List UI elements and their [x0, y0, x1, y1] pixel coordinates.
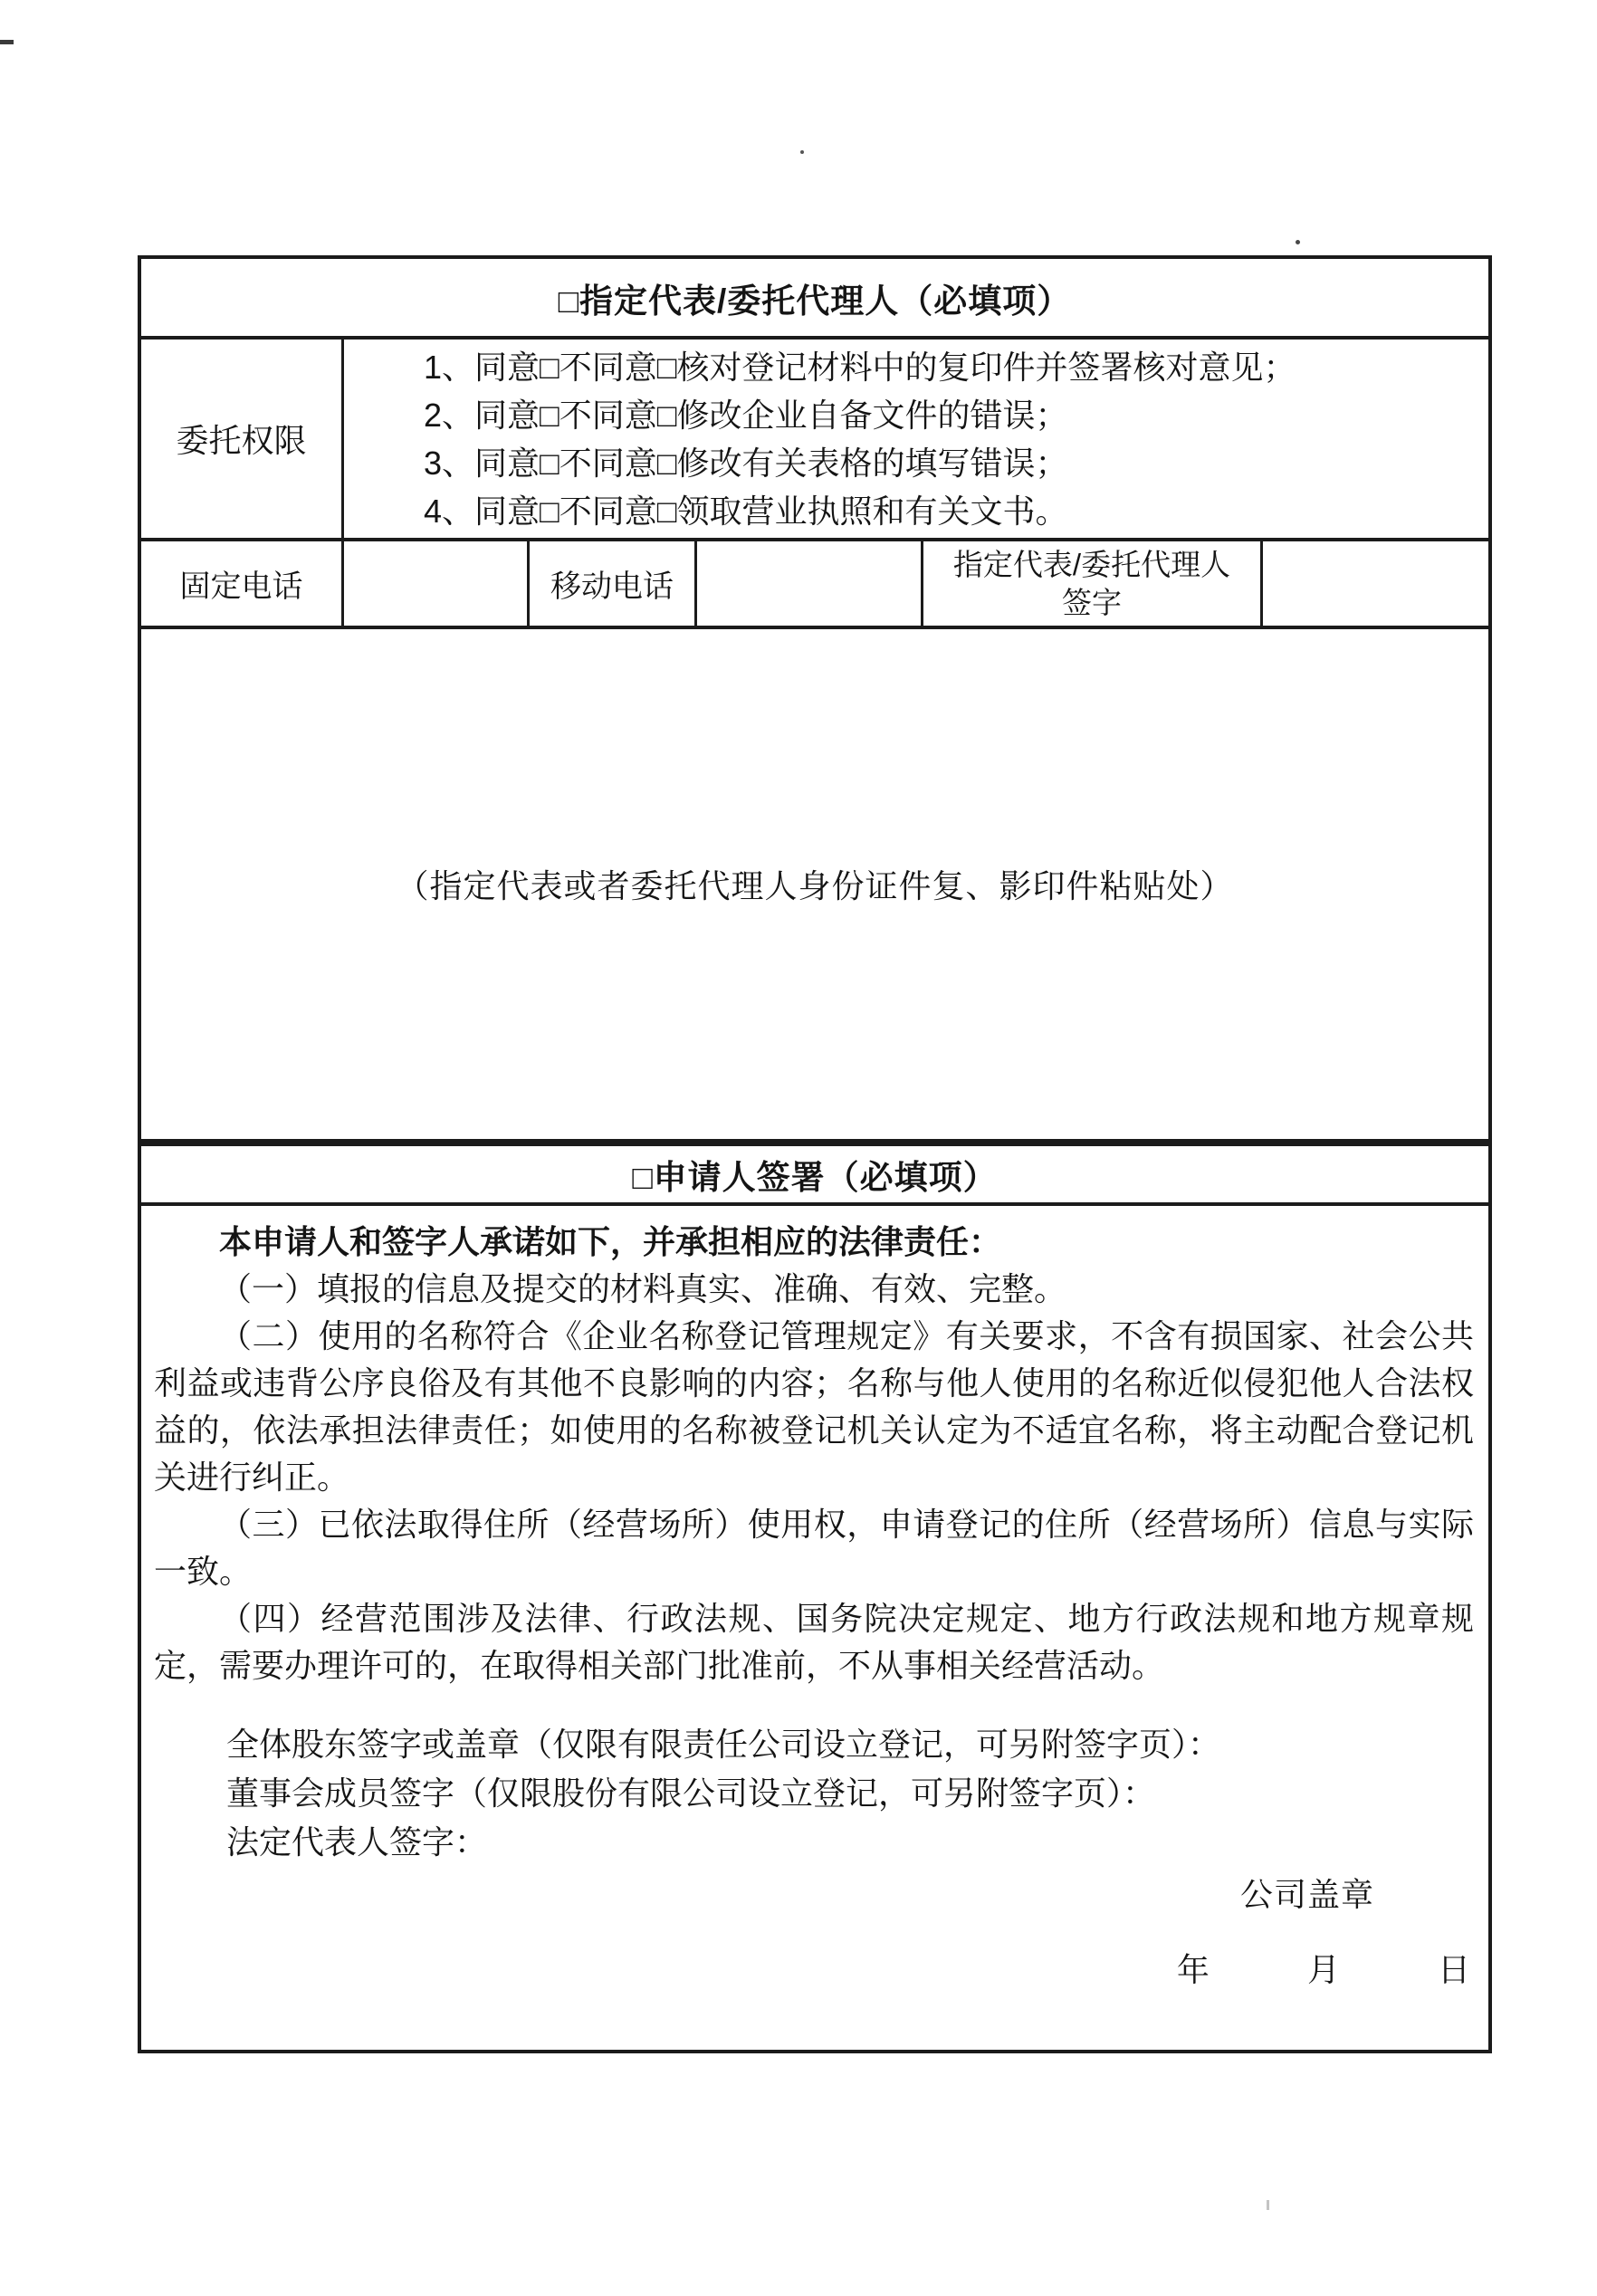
scan-artifact-dash: [0, 40, 14, 44]
entrust-authority-label: 委托权限: [141, 340, 344, 538]
representative-signature-field[interactable]: [1263, 541, 1488, 626]
section-title-applicant-checkbox[interactable]: □申请人签署（必填项）: [632, 1159, 998, 1196]
date-year-field[interactable]: 年: [1176, 1951, 1210, 1988]
company-seal-label[interactable]: 公司盖章: [1239, 1876, 1374, 1913]
authority-option-4[interactable]: 4、同意□不同意□领取营业执照和有关文书。: [424, 492, 1068, 530]
date-month-field[interactable]: 月: [1306, 1951, 1340, 1988]
scan-artifact-dot: [800, 150, 804, 154]
fixed-phone-value-field[interactable]: [344, 541, 530, 626]
id-copy-paste-area[interactable]: （指定代表或者委托代理人身份证件复、影印件粘贴处）: [396, 867, 1234, 904]
board-members-signature-line[interactable]: 董事会成员签字（仅限股份有限公司设立登记，可另附签字页）：: [226, 1775, 1156, 1812]
mobile-phone-label: 移动电话: [530, 541, 697, 626]
applicant-signature-table: [138, 1143, 1492, 2053]
entrust-authority-options: [344, 340, 1488, 538]
pledge-item-2: （二）使用的名称符合《企业名称登记管理规定》有关要求，不含有损国家、社会公共利益或违背公序良俗及有其他不良影响的内容；名称与他人使用的名称近似侵犯他人合法权益的，依法承担法律责任；如使用的名称被登记机关认定为不适宜名称，将主动配合登记机关进行纠正。: [154, 1317, 1474, 1496]
authority-option-2[interactable]: 2、同意□不同意□修改企业自备文件的错误；: [424, 396, 1068, 434]
authority-option-3[interactable]: 3、同意□不同意□修改有关表格的填写错误；: [424, 444, 1068, 482]
pledge-item-4: （四）经营范围涉及法律、行政法规、国务院决定规定、地方行政法规和地方规章规定，需要办理许可的，在取得相关部门批准前，不从事相关经营活动。: [154, 1600, 1474, 1684]
shareholders-signature-line[interactable]: 全体股东签字或盖章（仅限有限责任公司设立登记，可另附签字页）：: [226, 1726, 1221, 1763]
signature-block: [154, 1720, 1474, 1867]
authority-option-1[interactable]: 1、同意□不同意□核对登记材料中的复印件并签署核对意见；: [424, 348, 1296, 386]
representative-signature-label: 指定代表/委托代理人签字: [923, 541, 1263, 626]
pledge-heading: 本申请人和签字人承诺如下，并承担相应的法律责任：: [219, 1223, 1002, 1260]
mobile-phone-value-field[interactable]: [697, 541, 923, 626]
pledge-item-3: （三）已依法取得住所（经营场所）使用权，申请登记的住所（经营场所）信息与实际一致。: [154, 1506, 1474, 1590]
scan-artifact-tick: [1267, 2200, 1269, 2210]
representative-section-table: [138, 255, 1492, 1143]
pledge-item-1: （一）填报的信息及提交的材料真实、准确、有效、完整。: [219, 1270, 1067, 1307]
pledge-content-cell: [141, 1206, 1488, 2050]
date-day-field[interactable]: 日: [1437, 1951, 1470, 1988]
date-line: [1177, 1947, 1470, 1994]
section-title-representative-checkbox[interactable]: □指定代表/委托代理人（必填项）: [558, 282, 1072, 320]
legal-representative-signature-line[interactable]: 法定代表人签字：: [226, 1823, 488, 1861]
fixed-phone-label: 固定电话: [141, 541, 344, 626]
scan-artifact-dot: [1296, 240, 1300, 244]
